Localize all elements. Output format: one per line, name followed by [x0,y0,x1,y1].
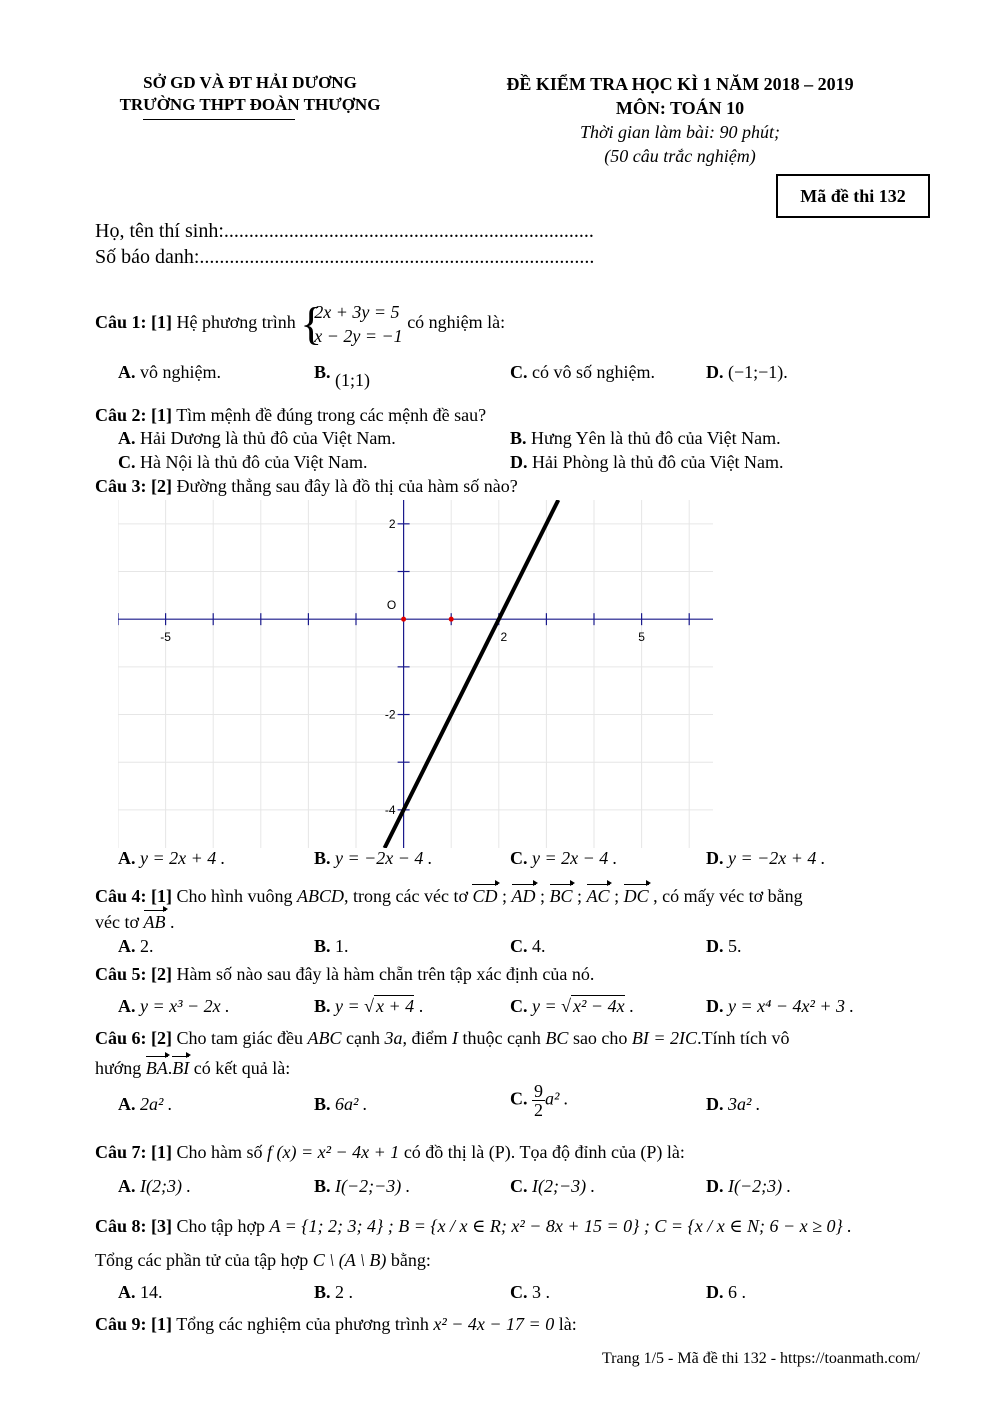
q1-text: Hệ phương trình [176,312,296,333]
q2-option-c[interactable] [118,452,368,473]
option-text: 3a² . [728,1094,761,1114]
q8-option-a[interactable] [118,1282,163,1303]
q8-option-d[interactable] [706,1282,746,1303]
option-text: Hưng Yên là thủ đô của Việt Nam. [531,428,781,448]
vector: AC [586,886,610,906]
numerator: 9 [534,1081,543,1101]
origin-label: O [386,598,397,613]
q6-text: thuộc cạnh [462,1028,541,1048]
option-letter: A. [118,936,136,956]
option-text: I(−2;−3) . [335,1176,411,1196]
question-8-cont [95,1250,431,1271]
q3-option-b[interactable] [314,848,432,869]
option-letter: A. [118,996,136,1016]
question-6 [95,1028,790,1049]
q9-text: Tổng các nghiệm của phương trình [176,1314,429,1334]
exam-code: Mã đề thi 132 [800,185,906,206]
q5-label: Câu 5: [2] [95,964,172,984]
q2-option-d[interactable] [510,452,784,473]
student-name-field: Họ, tên thí sinh:.......................................................................... [95,220,594,242]
radicand: x² − 4x [573,996,625,1016]
exam-code-box [776,174,930,218]
q7-option-d[interactable] [706,1176,791,1197]
vector: AB [143,912,166,932]
set-expression: C \ (A \ B) [312,1250,387,1270]
fraction [532,1082,545,1119]
q6-text: .Tính tích vô [697,1028,790,1048]
option-text: có vô số nghiệm. [532,362,655,382]
option-letter: B. [510,428,527,448]
q6-option-d[interactable] [706,1094,760,1115]
option-text: 2 . [335,1282,354,1302]
radicand: x + 4 [376,996,415,1016]
option-text: 3 . [532,1282,550,1302]
brace-icon: { [300,298,323,349]
function-graph [118,500,713,848]
option-letter: B. [314,362,331,382]
option-letter: B. [314,1176,331,1196]
q6-option-c[interactable] [510,1082,568,1119]
option-letter: B. [314,936,331,956]
q7-text: có đồ thị là (P). Tọa độ đỉnh của (P) là: [403,1142,685,1162]
vector: BC [549,886,573,906]
option-text: 6 . [728,1282,746,1302]
y-tick-label: 2 [388,516,396,531]
option-letter: D. [706,848,724,868]
option-letter: D. [706,936,724,956]
q6-math: ABC [307,1028,342,1048]
q6-math: BC [545,1028,569,1048]
page-footer: Trang 1/5 - Mã đề thi 132 - https://toanmath.com/ [601,1350,920,1367]
option-letter: D. [706,1282,724,1302]
q4-label: Câu 4: [1] [95,886,172,906]
graph-grid [118,500,713,848]
q1-option-b[interactable] [314,362,371,390]
option-text: 5. [728,936,742,956]
option-letter: A. [118,1094,136,1114]
q6-text: , điểm [402,1028,448,1048]
q3-label: Câu 3: [2] [95,476,172,496]
header-divider [143,119,295,120]
option-text: y = 2x + 4 . [140,848,226,868]
q5-option-c[interactable]: C. y = √ x² − 4x . [510,996,634,1016]
option-text: 4. [532,936,546,956]
q7-label: Câu 7: [1] [95,1142,172,1162]
q8-text: bằng: [390,1250,431,1270]
option-letter: D. [510,452,528,472]
option-letter: C. [510,362,528,382]
option-letter: C. [510,996,528,1016]
option-letter: C. [510,1176,528,1196]
q4-option-a[interactable] [118,936,154,957]
option-letter: D. [706,1094,724,1114]
q4-text: , có mấy véc tơ bằng [653,886,803,906]
q1-after: có nghiệm là: [407,312,506,333]
vector: BI [172,1058,190,1078]
question-5 [95,964,594,985]
option-letter: D. [706,1176,724,1196]
option-text: y = [532,996,562,1016]
option-text: y = x³ − 2x . [140,996,230,1016]
q6-text: sao cho [572,1028,628,1048]
option-letter: B. [314,1282,331,1302]
question-7 [95,1142,685,1163]
q5-option-a[interactable] [118,996,230,1017]
q1-label: Câu 1: [1] [95,312,172,333]
question-4: Câu 4: [1] Cho hình vuông ABCD, trong các véc tơ CD ; AD ; BC ; AC ; DC , có mấy véc tơ bằng [95,886,803,906]
q5-option-b[interactable]: B. y = √ x + 4 . [314,996,424,1016]
q4-text: , trong các véc tơ [344,886,468,906]
option-letter: C. [118,452,136,472]
q3-text: Đường thẳng sau đây là đồ thị của hàm số nào? [176,476,518,496]
q6-option-b[interactable] [314,1094,367,1115]
option-text: y = [335,996,365,1016]
q6-text: Cho tam giác đều [176,1028,303,1048]
q9-text: là: [558,1314,577,1334]
option-letter: C. [510,1088,528,1109]
option-text: 1. [335,936,349,956]
q1-system [300,300,402,348]
q9-label: Câu 9: [1] [95,1314,172,1334]
question-2 [95,405,486,426]
q6-math: I [451,1028,458,1048]
q2-text: Tìm mệnh đề đúng trong các mệnh đề sau? [176,405,487,425]
option-text: y = x⁴ − 4x² + 3 . [728,996,855,1016]
q6-text: hướng [95,1058,142,1078]
vector: AD [511,886,536,906]
question-1 [95,300,505,348]
option-text: I(2;−3) . [532,1176,596,1196]
q6-math: 3a [384,1028,403,1048]
option-text: 2. [140,936,154,956]
y-tick-label: -4 [384,802,396,817]
question-8 [95,1216,852,1237]
option-letter: C. [510,936,528,956]
department: SỞ GD VÀ ĐT HẢI DƯƠNG [143,73,357,92]
vector: CD [472,886,498,906]
option-letter: D. [706,362,724,382]
y-tick-label: -2 [384,707,396,722]
option-text: y = 2x − 4 . [532,848,618,868]
question-6-cont: hướng BA.BI có kết quả là: [95,1058,291,1078]
exam-time: Thời gian làm bài: 90 phút; [579,122,781,142]
q2-option-b[interactable] [510,428,781,449]
q8-option-b[interactable] [314,1282,353,1303]
header-left [100,72,400,116]
q8-label: Câu 8: [3] [95,1216,172,1236]
q8-option-c[interactable] [510,1282,550,1303]
q4-text: véc tơ [95,912,139,932]
vector: DC [623,886,649,906]
q1-option-d[interactable] [706,362,788,383]
q3-option-d[interactable] [706,848,825,869]
option-letter: A. [118,362,136,382]
option-letter: B. [314,848,331,868]
graph-axes [118,500,713,848]
q2-label: Câu 2: [1] [95,405,172,425]
q3-option-a[interactable] [118,848,225,869]
option-text: (−1;−1). [728,362,788,382]
q1-option-c[interactable] [510,362,655,383]
q1-eq2: x − 2y = −1 [314,326,403,346]
q6-text: cạnh [345,1028,380,1048]
q6-option-a[interactable] [118,1094,172,1115]
set-b: B = {x / x ∈ R; x² − 8x + 15 = 0} ; [398,1216,650,1236]
exam-title: ĐỀ KIỂM TRA HỌC KÌ 1 NĂM 2018 – 2019 [506,74,854,94]
student-id-field: Số báo danh:............................................................................... [95,246,595,268]
x-tick-label: -5 [160,630,171,645]
q5-text: Hàm số nào sau đây là hàm chẵn trên tập xác định của nó. [176,964,595,984]
option-text: 2a² . [140,1094,173,1114]
option-text: I(−2;3) . [728,1176,792,1196]
vector: BA [145,1058,168,1078]
option-letter: C. [510,1282,528,1302]
option-letter: B. [314,1094,331,1114]
q9-equation: x² − 4x − 17 = 0 [433,1314,555,1334]
denominator: 2 [534,1100,543,1120]
graph-line [385,500,559,848]
school-name: TRƯỜNG THPT ĐOÀN THƯỢNG [119,95,381,114]
q7-option-b[interactable] [314,1176,410,1197]
option-letter: A. [118,428,136,448]
option-text: vô nghiệm. [140,362,221,382]
q4-option-b[interactable] [314,936,349,957]
function-line [385,500,559,848]
q4-shape: ABCD [297,886,345,906]
question-9 [95,1314,577,1335]
option-text: a² . [545,1088,569,1109]
option-text: Hải Phòng là thủ đô của Việt Nam. [532,452,784,472]
option-letter: A. [118,1282,136,1302]
question-count: (50 câu trắc nghiệm) [604,146,756,166]
set-c: C = {x / x ∈ N; 6 − x ≥ 0} . [654,1216,852,1236]
q3-option-c[interactable] [510,848,617,869]
option-text: 14. [140,1282,163,1302]
q2-option-a[interactable] [118,428,396,449]
question-3 [95,476,518,497]
option-letter: C. [510,848,528,868]
set-a: A = {1; 2; 3; 4} ; [269,1216,394,1236]
red-point [401,617,406,622]
option-text: Hải Dương là thủ đô của Việt Nam. [140,428,396,448]
option-letter: A. [118,848,136,868]
option-text: y = −2x + 4 . [728,848,826,868]
q4-option-d[interactable] [706,936,742,957]
q4-text: Cho hình vuông [176,886,293,906]
q8-text: Cho tập hợp [176,1216,266,1236]
x-tick-label: 5 [638,630,645,645]
q7-text: Cho hàm số [176,1142,263,1162]
q7-option-a[interactable] [118,1176,191,1197]
q8-text: Tổng các phần tử của tập hợp [95,1250,309,1270]
option-text: (1;1) [335,370,371,390]
option-letter: A. [118,1176,136,1196]
q4-option-c[interactable] [510,936,546,957]
red-point [449,617,454,622]
option-text: 6a² . [335,1094,368,1114]
q1-option-a[interactable] [118,362,221,383]
subject: MÔN: TOÁN 10 [615,98,745,118]
q7-function: f (x) = x² − 4x + 1 [267,1142,400,1162]
x-tick-label: 2 [500,630,508,645]
q6-text: có kết quả là: [193,1058,291,1078]
q6-math: BI = 2IC [631,1028,698,1048]
question-4-cont: véc tơ AB . [95,912,175,932]
q5-option-d[interactable] [706,996,854,1017]
q7-option-c[interactable] [510,1176,595,1197]
option-text: y = −2x − 4 . [335,848,433,868]
q6-label: Câu 6: [2] [95,1028,172,1048]
option-text: I(2;3) . [140,1176,191,1196]
option-letter: B. [314,996,331,1016]
header-right [470,72,890,168]
option-letter: D. [706,996,724,1016]
option-text: Hà Nội là thủ đô của Việt Nam. [140,452,368,472]
q1-eq1: 2x + 3y = 5 [314,302,400,322]
